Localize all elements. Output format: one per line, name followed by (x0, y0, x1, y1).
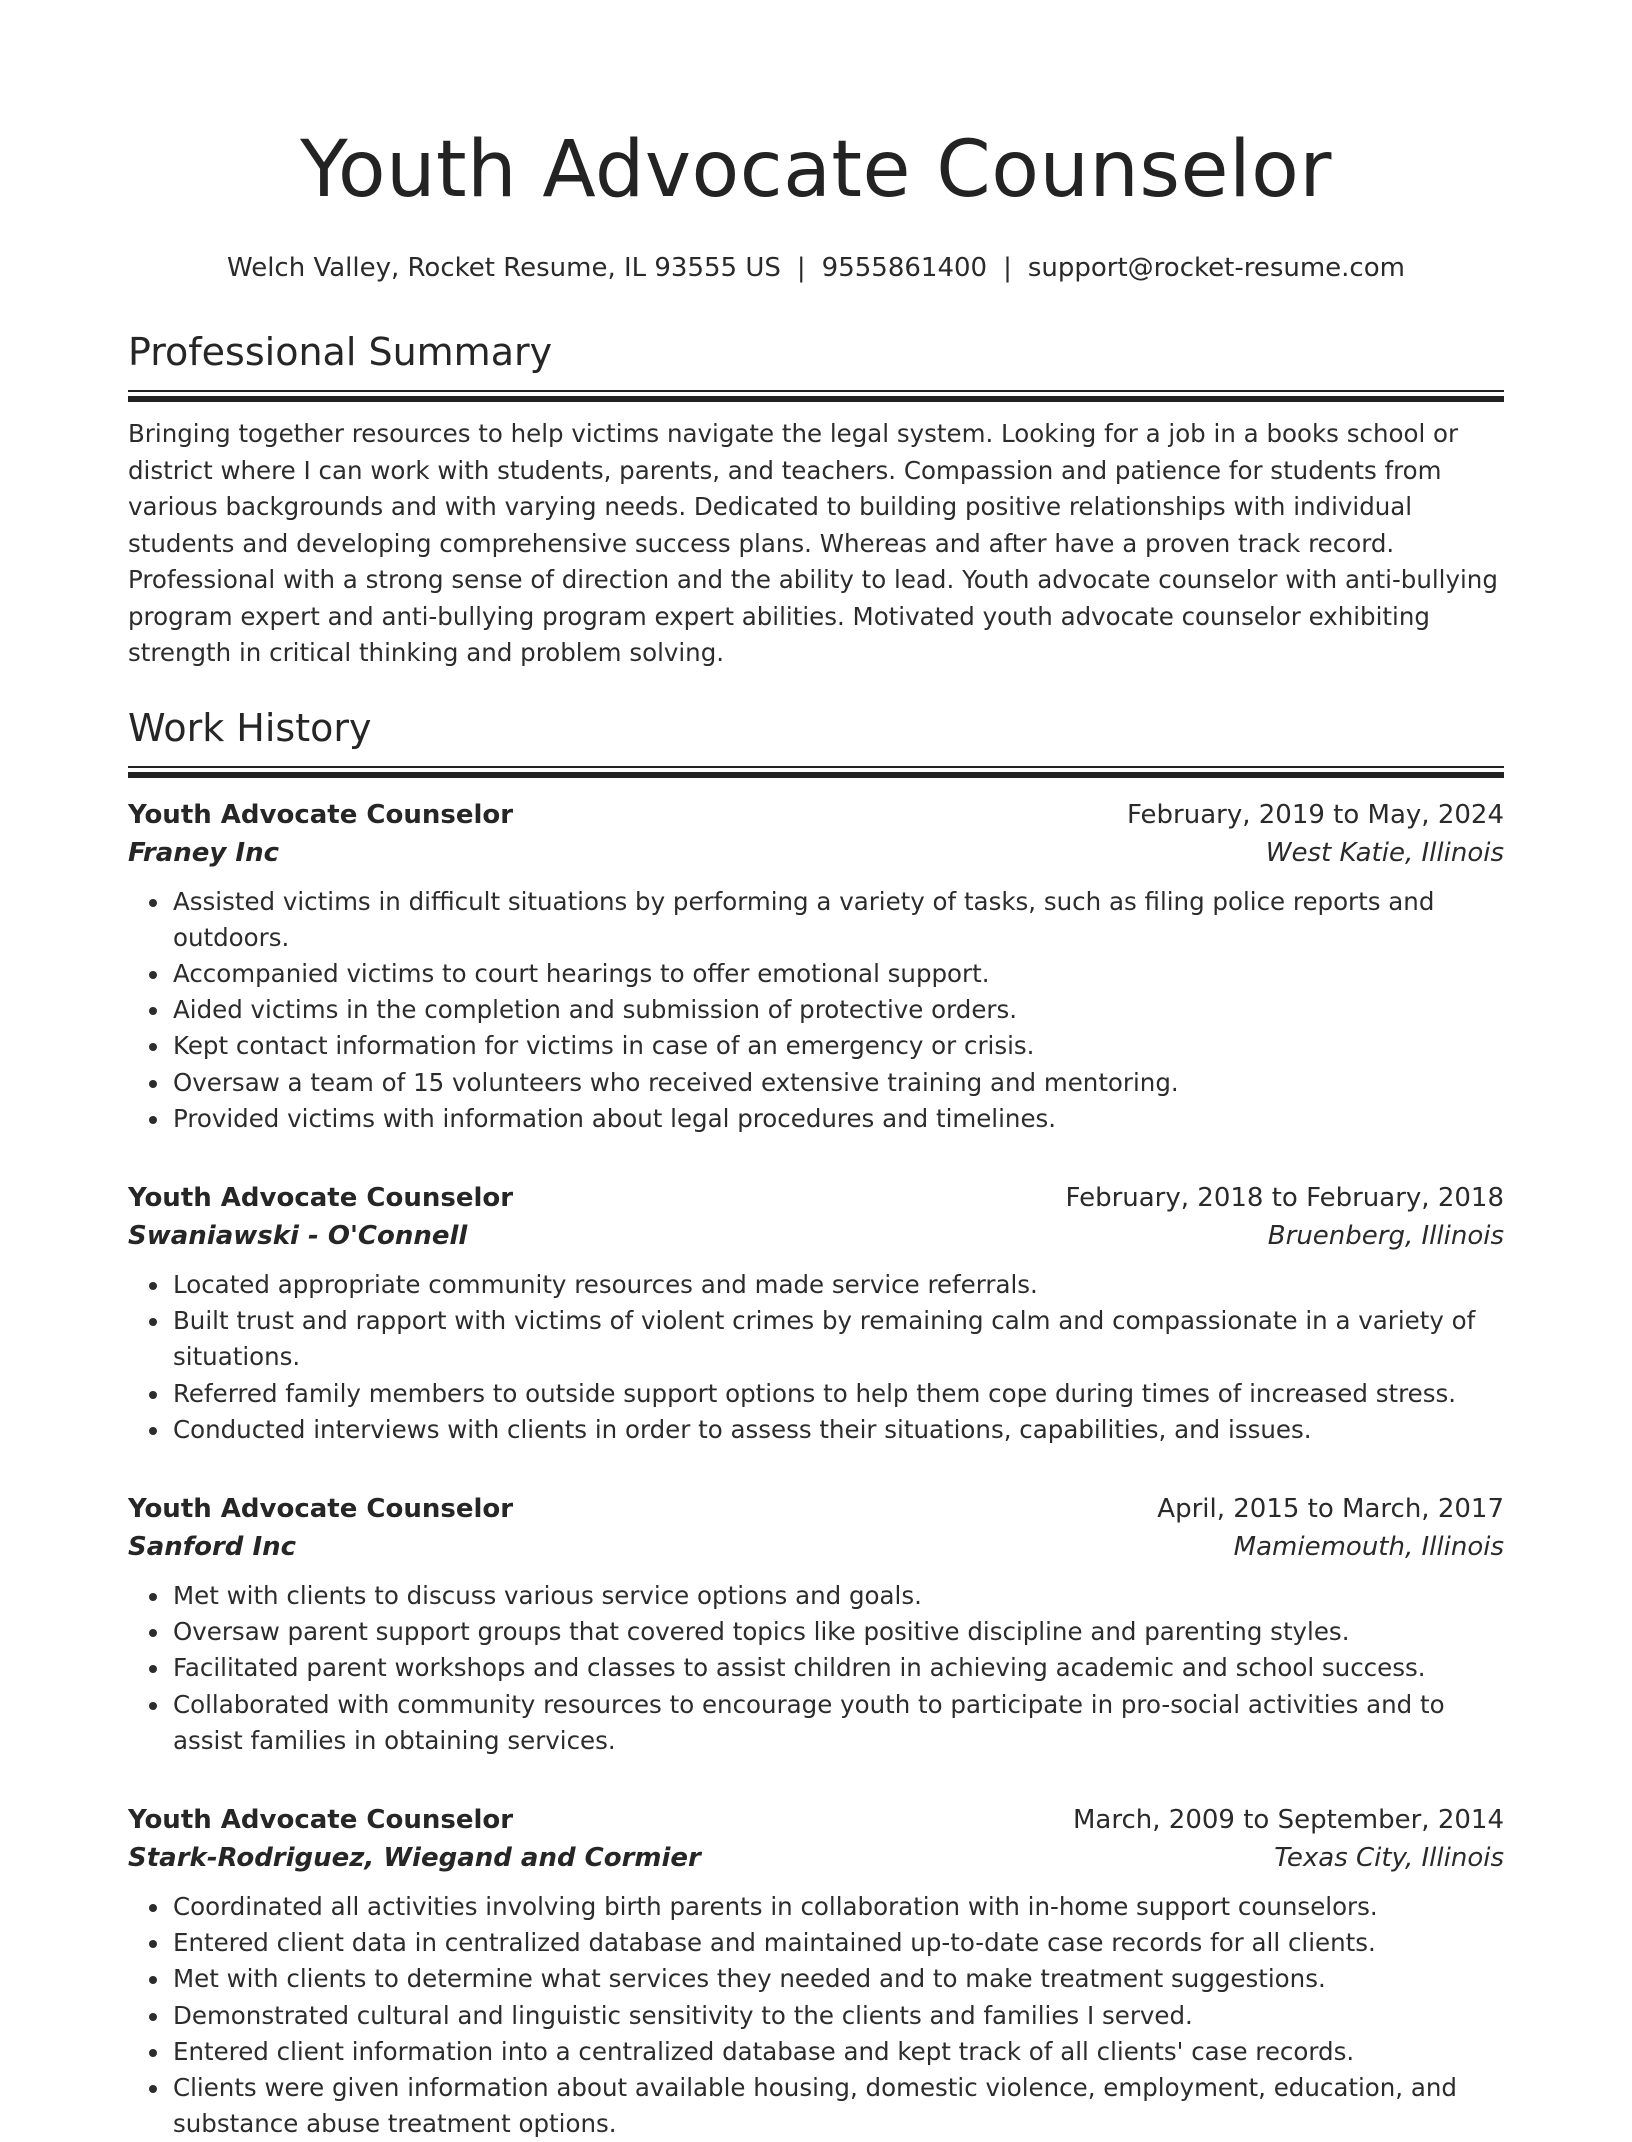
contact-separator: | (797, 250, 806, 286)
job-bullet: • Referred family members to outside support options to help them cope during times of increased stress. (171, 1376, 1504, 1412)
company-name: Stark-Rodriguez, Wiegand and Cormier (128, 1839, 701, 1877)
job-bullet: • Aided victims in the completion and submission of protective orders. (171, 992, 1504, 1028)
job-dates: February, 2018 to February, 2018 (1066, 1179, 1504, 1217)
job-bullet: • Facilitated parent workshops and classes to assist children in achieving academic and school success. (171, 1650, 1504, 1686)
job-bullet: • Conducted interviews with clients in order to assess their situations, capabilities, and issues. (171, 1412, 1504, 1448)
job-bullet: • Demonstrated cultural and linguistic sensitivity to the clients and families I served. (171, 1998, 1504, 2034)
job-dates: February, 2019 to May, 2024 (1127, 796, 1504, 834)
contact-phone: 9555861400 (822, 253, 987, 283)
job-bullet: • Kept contact information for victims in case of an emergency or crisis. (171, 1028, 1504, 1064)
contact-line (128, 250, 1504, 286)
contact-email: support@rocket-resume.com (1028, 253, 1405, 283)
job-bullets (128, 1889, 1504, 2142)
job-bullet: • Met with clients to determine what services they needed and to make treatment suggestions. (171, 1961, 1504, 1997)
job-location: Bruenberg, Illinois (1268, 1217, 1504, 1255)
job-bullet: • Located appropriate community resources and made service referrals. (171, 1267, 1504, 1303)
job-location: West Katie, Illinois (1266, 834, 1504, 872)
job-bullet: • Built trust and rapport with victims of violent crimes by remaining calm and compassionate in a variety of situations. (171, 1303, 1504, 1375)
section-divider (128, 390, 1504, 402)
company-name: Franey Inc (128, 834, 279, 872)
job-bullets (128, 1578, 1504, 1759)
job-bullet: • Entered client data in centralized database and maintained up-to-date case records for all clients. (171, 1925, 1504, 1961)
summary-text: Bringing together resources to help victims navigate the legal system. Looking for a job in a books school or district where I can work with students, parents, and teachers. Compassion and patience for students from various backgrounds and with varying needs. Dedicated to building positive relationships with individual students and developing comprehensive success plans. Whereas and after have a proven track record. Professional with a strong sense of direction and the ability to lead. Youth advocate counselor with anti-bullying program expert and anti-bullying program expert abilities. Motivated youth advocate counselor exhibiting strength in critical thinking and problem solving. (128, 416, 1504, 672)
job-bullets (128, 884, 1504, 1137)
job-entry (128, 796, 1504, 1137)
company-name: Swaniawski - O'Connell (128, 1217, 467, 1255)
company-name: Sanford Inc (128, 1528, 296, 1566)
job-bullet: • Met with clients to discuss various service options and goals. (171, 1578, 1504, 1614)
job-bullet: • Assisted victims in difficult situations by performing a variety of tasks, such as filing police reports and outdoors. (171, 884, 1504, 956)
job-title: Youth Advocate Counselor (128, 1179, 513, 1217)
job-bullet: • Accompanied victims to court hearings to offer emotional support. (171, 956, 1504, 992)
job-dates: April, 2015 to March, 2017 (1157, 1490, 1504, 1528)
job-bullet: • Entered client information into a centralized database and kept track of all clients' case records. (171, 2034, 1504, 2070)
section-title-summary: Professional Summary (128, 326, 1504, 378)
job-bullet: • Collaborated with community resources to encourage youth to participate in pro-social activities and to assist families in obtaining services. (171, 1687, 1504, 1759)
job-location: Mamiemouth, Illinois (1234, 1528, 1504, 1566)
job-title: Youth Advocate Counselor (128, 1490, 513, 1528)
contact-address: Welch Valley, Rocket Resume, IL 93555 US (227, 253, 781, 283)
job-entry (128, 1179, 1504, 1448)
job-title: Youth Advocate Counselor (128, 796, 513, 834)
section-title-work: Work History (128, 702, 1504, 754)
job-bullet: • Clients were given information about available housing, domestic violence, employment, education, and substance abuse treatment options. (171, 2070, 1504, 2142)
work-history-section (128, 702, 1504, 2142)
section-divider (128, 766, 1504, 778)
job-bullet: • Coordinated all activities involving birth parents in collaboration with in-home support counselors. (171, 1889, 1504, 1925)
job-entry (128, 1490, 1504, 1759)
candidate-name: Youth Advocate Counselor (128, 118, 1504, 222)
job-bullet: • Oversaw a team of 15 volunteers who received extensive training and mentoring. (171, 1065, 1504, 1101)
contact-separator: | (1003, 250, 1012, 286)
job-bullets (128, 1267, 1504, 1448)
job-bullet: • Oversaw parent support groups that covered topics like positive discipline and parenting styles. (171, 1614, 1504, 1650)
job-title: Youth Advocate Counselor (128, 1801, 513, 1839)
job-location: Texas City, Illinois (1274, 1839, 1504, 1877)
job-entry (128, 1801, 1504, 2142)
job-dates: March, 2009 to September, 2014 (1073, 1801, 1504, 1839)
job-bullet: • Provided victims with information about legal procedures and timelines. (171, 1101, 1504, 1137)
professional-summary-section (128, 326, 1504, 672)
